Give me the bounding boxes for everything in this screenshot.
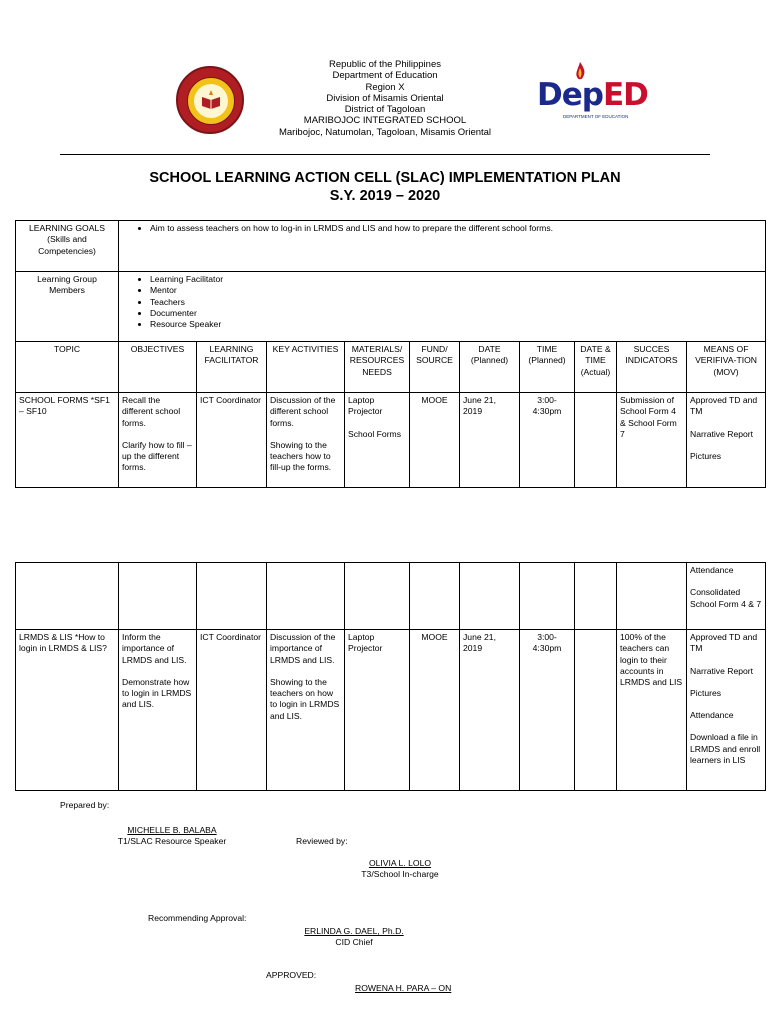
mov-cell [687,393,766,488]
table-row [16,630,766,791]
activities-cell [267,393,345,488]
time-cell: 3:00-4:30pm [520,393,575,488]
column-header: MEANS OF VERIFIVA-TION (MOV) [687,342,766,393]
column-header: OBJECTIVES [119,342,197,393]
material-item: Laptop Projector [348,395,383,417]
recommending-approval-block [286,926,422,948]
date-cell: June 21, 2019 [460,630,520,791]
member-item: • Documenter [150,308,762,319]
column-header: TIME (Planned) [520,342,575,393]
column-header: DATE (Planned) [460,342,520,393]
members-cell [119,272,766,342]
goals-label: LEARNING GOALS (Skills and Competencies) [16,221,119,272]
fund-cell: MOOE [410,393,460,488]
school-seal-logo [176,66,244,134]
member-item: • Resource Speaker [150,319,762,330]
facilitator-cell: ICT Coordinator [197,393,267,488]
topic-cell: LRMDS & LIS *How to login in LRMDS & LIS? [16,630,119,791]
title-line-2: S.Y. 2019 – 2020 [329,188,441,204]
letterhead-line: Department of Education [332,70,438,82]
seal-inner-ring [187,77,235,125]
date-cell: June 21, 2019 [460,393,520,488]
mov-item: Approved TD and TM [690,395,758,417]
letterhead-line: District of Tagoloan [344,104,426,116]
reviewed-by-block [340,858,460,880]
approved-name: ROWENA H. PARA – ON [355,983,452,993]
goal-item: • Aim to assess teachers on how to log-in in LRMDS and LIS and how to prepare the different school forms. [150,223,762,234]
column-header-row [16,342,766,393]
actual-cell [575,393,617,488]
letterhead-line: Region X [365,81,405,93]
column-header: LEARNING FACILITATOR [197,342,267,393]
actual-cell [575,630,617,791]
letterhead-line: Division of Misamis Oriental [326,92,444,104]
indicators-cell: 100% of the teachers can login to their accounts in LRMDS and LIS [617,630,687,791]
recommending-approval-title: CID Chief [335,937,373,947]
materials-cell [345,630,410,791]
seal-core [194,84,228,118]
time-cell: 3:00-4:30pm [520,630,575,791]
deped-subtitle: DEPARTMENT OF EDUCATION [563,114,629,119]
objectives-cell [119,393,197,488]
reviewed-by-name: OLIVIA L. LOLO [368,858,432,868]
mov-cell [687,563,766,630]
mov-item: Attendance [690,710,734,721]
objective-item: Recall the different school forms. [122,395,181,428]
implementation-plan-table-continued [15,562,766,791]
objectives-cell [119,630,197,791]
mov-item: Attendance [690,565,734,575]
column-header: SUCCES INDICATORS [617,342,687,393]
prepared-by-title: T1/SLAC Resource Speaker [117,836,227,846]
material-item: School Forms [348,428,402,439]
activity-item: Showing to the teachers on how to login in LRMDS and LIS. [270,676,340,721]
objective-item: Clarify how to fill – up the different forms. [122,439,192,473]
mov-item: Approved TD and TM [690,632,758,654]
objective-item: Demonstrate how to login in LRMDS and LIS. [122,676,192,710]
members-row [16,272,766,342]
title-line-1: SCHOOL LEARNING ACTION CELL (SLAC) IMPLEMENTATION PLAN [149,170,621,186]
recommending-approval-name: ERLINDA G. DAEL, Ph.D. [304,926,404,936]
column-header: TOPIC [16,342,119,393]
mov-item: Pictures [690,687,722,698]
member-item: • Mentor [150,285,762,296]
table-row [16,563,766,630]
book-icon [194,84,228,118]
mov-item: Consolidated School Form 4 & 7 [690,587,762,609]
prepared-by-name: MICHELLE B. BALABA [127,825,217,835]
reviewed-by-title: T3/School In-charge [361,869,439,879]
letterhead-address: Maribojoc, Natumolan, Tagoloan, Misamis Oriental [278,126,492,138]
letterhead-school-name: MARIBOJOC INTEGRATED SCHOOL [303,115,467,127]
header-divider [60,154,710,155]
letterhead [240,59,530,138]
topic-cell: SCHOOL FORMS *SF1 – SF10 [16,393,119,488]
member-item: • Teachers [150,297,762,308]
objective-item: Inform the importance of LRMDS and LIS. [122,632,187,665]
activities-cell [267,630,345,791]
mov-item: Pictures [690,450,722,461]
column-header: MATERIALS/ RESOURCES NEEDS [345,342,410,393]
facilitator-cell: ICT Coordinator [197,630,267,791]
reviewed-by-label: Reviewed by: [296,836,348,846]
member-item: • Learning Facilitator [150,274,762,285]
materials-cell [345,393,410,488]
column-header: DATE & TIME (Actual) [575,342,617,393]
members-label: Learning Group Members [16,272,119,342]
approved-label: APPROVED: [266,970,317,980]
implementation-plan-table [15,220,766,488]
letterhead-line: Republic of the Philippines [329,59,441,70]
mov-item: Narrative Report [690,428,754,439]
mov-item: Download a file in LRMDS and enroll learners in LIS [690,732,761,766]
page-title [60,169,710,205]
indicators-cell: Submission of School Form 4 & School Form 7 [617,393,687,488]
prepared-by-label: Prepared by: [60,800,110,810]
mov-item: Narrative Report [690,665,754,676]
activity-item: Discussion of the different school forms. [270,395,336,428]
prepared-by-block [108,825,236,847]
column-header: FUND/ SOURCE [410,342,460,393]
deped-logo [533,62,648,124]
column-header: KEY ACTIVITIES [267,342,345,393]
mov-cell [687,630,766,791]
goals-row [16,221,766,272]
activity-item: Discussion of the importance of LRMDS and LIS. [270,632,336,665]
fund-cell: MOOE [410,630,460,791]
table-row [16,393,766,488]
activity-item: Showing to the teachers how to fill-up the forms. [270,439,332,473]
recommending-approval-label: Recommending Approval: [148,913,247,923]
goals-cell [119,221,766,272]
deped-wordmark: DepED [537,77,648,113]
material-item: Laptop Projector [348,632,383,654]
